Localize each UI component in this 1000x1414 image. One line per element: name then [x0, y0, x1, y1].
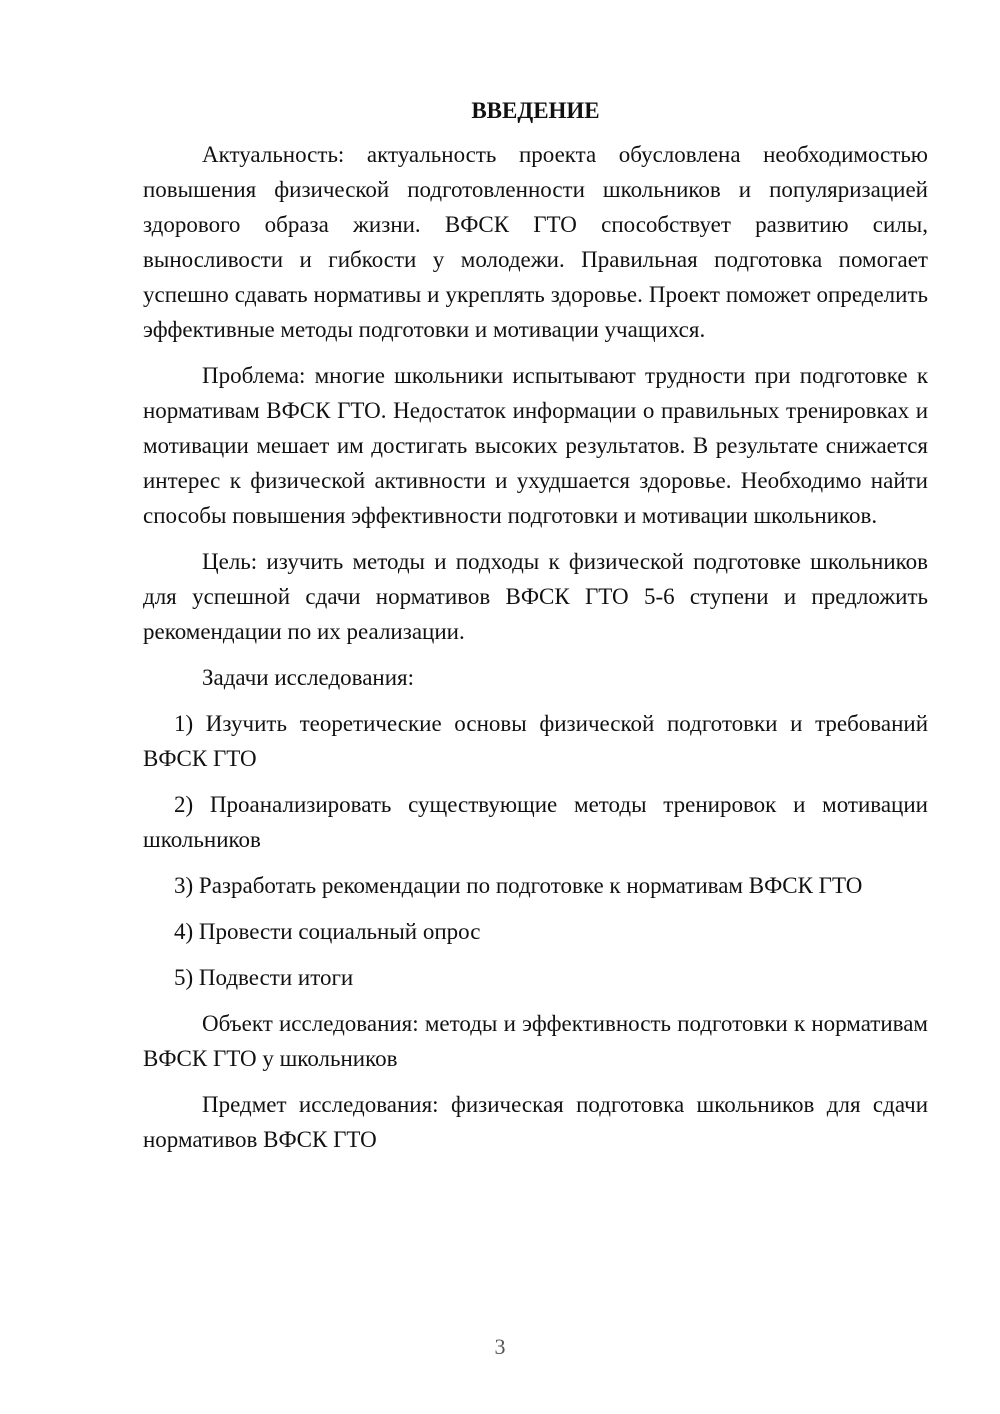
- task-item-2: 2) Проанализировать существующие методы тренировок и мотивации школьников: [143, 792, 928, 852]
- document-page: [143, 95, 928, 1168]
- object-paragraph: Объект исследования: методы и эффективность подготовки к нормативам ВФСК ГТО у школьников: [143, 1011, 928, 1071]
- task-item-4: 4) Провести социальный опрос: [174, 919, 481, 944]
- tasks-heading: Задачи исследования:: [202, 665, 415, 690]
- task-item-3: 3) Разработать рекомендации по подготовке к нормативам ВФСК ГТО: [174, 873, 863, 898]
- task-item-1: 1) Изучить теоретические основы физической подготовки и требований ВФСК ГТО: [143, 711, 928, 771]
- page-title: ВВЕДЕНИЕ: [471, 98, 600, 123]
- task-item-5: 5) Подвести итоги: [174, 965, 354, 990]
- problem-paragraph: Проблема: многие школьники испытывают трудности при подготовке к нормативам ВФСК ГТО. Недостаток информации о правильных тренировках и мотивации мешает им достигать высоких результатов. В результате снижается интерес к физической активности и ухудшается здоровье. Необходимо найти способы повышения эффективности подготовки и мотивации школьников.: [143, 363, 928, 528]
- tasks-list: [143, 706, 928, 995]
- goal-paragraph: Цель: изучить методы и подходы к физической подготовке школьников для успешной сдачи нормативов ВФСК ГТО 5-6 ступени и предложить рекомендации по их реализации.: [143, 549, 928, 644]
- page-number: 3: [494, 1334, 506, 1359]
- relevance-paragraph: Актуальность: актуальность проекта обусловлена необходимостью повышения физической подготовленности школьников и популяризацией здорового образа жизни. ВФСК ГТО способствует развитию силы, выносливости и гибкости у молодежи. Правильная подготовка помогает успешно сдавать нормативы и укреплять здоровье. Проект поможет определить эффективные методы подготовки и мотивации учащихся.: [143, 142, 928, 342]
- subject-paragraph: Предмет исследования: физическая подготовка школьников для сдачи нормативов ВФСК ГТО: [143, 1092, 928, 1152]
